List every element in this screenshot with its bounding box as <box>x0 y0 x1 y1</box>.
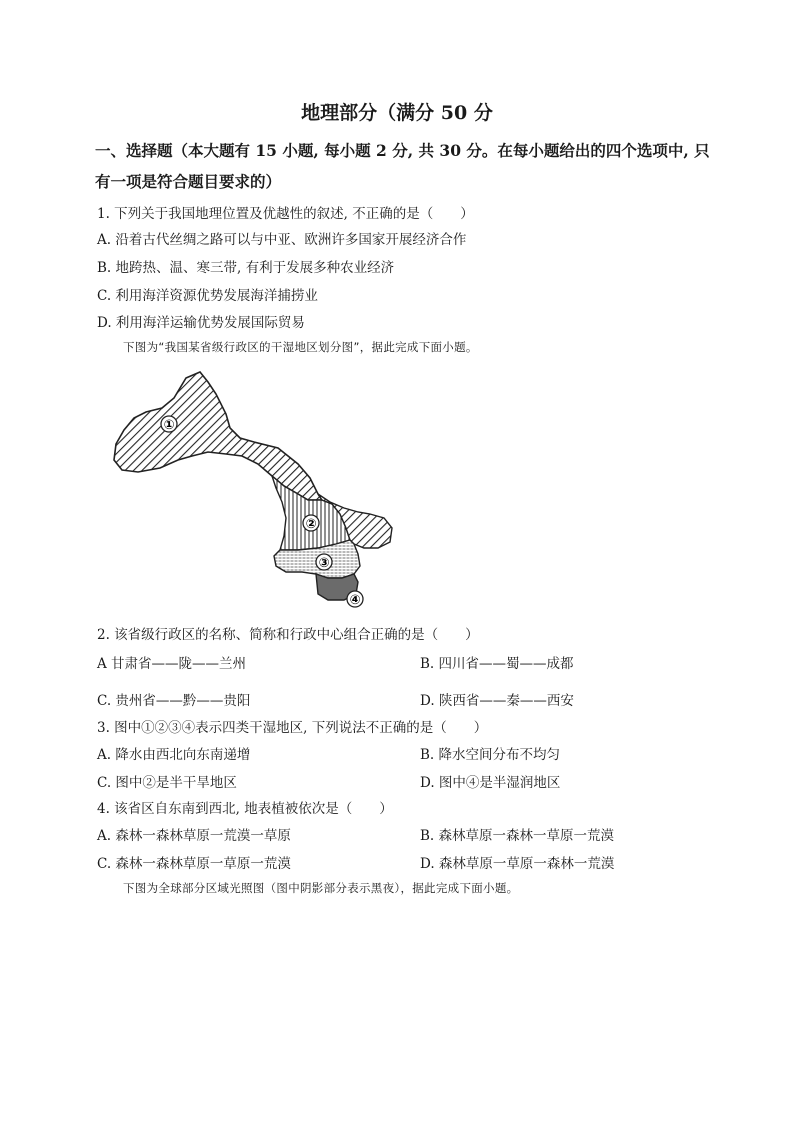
question-3-stem: 3. 图中①②③④表示四类干湿地区, 下列说法不正确的是（ ） <box>97 720 488 736</box>
question-3-option-d: D. 图中④是半湿润地区 <box>420 775 561 791</box>
question-1-option-a: A. 沿着古代丝绸之路可以与中亚、欧洲许多国家开展经济合作 <box>97 232 467 248</box>
question-3-option-a: A. 降水由西北向东南递增 <box>97 747 251 763</box>
region-1 <box>114 372 322 500</box>
question-4-option-c: C. 森林一森林草原一草原一荒漠 <box>97 856 291 872</box>
question-2-option-b: B. 四川省——蜀——成都 <box>420 656 574 672</box>
question-4-option-b: B. 森林草原一森林一草原一荒漠 <box>420 828 615 844</box>
question-4-option-a: A. 森林一森林草原一荒漠一草原 <box>97 828 291 844</box>
section-heading-line2: 有一项是符合题目要求的） <box>95 172 282 191</box>
region-label-1: ① <box>163 418 175 433</box>
light-map-intro-text: 下图为全球部分区域光照图（图中阴影部分表示黑夜），据此完成下面小题。 <box>123 881 519 895</box>
page-title: 地理部分（满分 50 分 <box>301 102 493 124</box>
section-heading-line1: 一、选择题（本大题有 15 小题, 每小题 2 分, 共 30 分。在每小题给出的四个选项中, 只 <box>95 141 710 160</box>
question-1-option-b: B. 地跨热、温、寒三带, 有利于发展多种农业经济 <box>97 260 395 276</box>
question-3-option-c: C. 图中②是半干旱地区 <box>97 775 237 791</box>
region-label-2: ② <box>305 517 317 532</box>
question-4-stem: 4. 该省区自东南到西北, 地表植被依次是（ ） <box>97 801 393 817</box>
region-label-3: ③ <box>318 556 330 571</box>
region-label-4: ④ <box>349 593 361 608</box>
question-4-option-d: D. 森林草原一草原一森林一荒漠 <box>420 856 615 872</box>
question-2-stem: 2. 该省级行政区的名称、简称和行政中心组合正确的是（ ） <box>97 627 479 643</box>
question-1-option-c: C. 利用海洋资源优势发展海洋捕捞业 <box>97 288 318 304</box>
question-1-option-d: D. 利用海洋运输优势发展国际贸易 <box>97 315 305 331</box>
question-3-option-b: B. 降水空间分布不均匀 <box>420 747 561 763</box>
question-2-option-c: C. 贵州省——黔——贵阳 <box>97 693 251 709</box>
question-1-stem: 1. 下列关于我国地理位置及优越性的叙述, 不正确的是（ ） <box>97 206 474 222</box>
question-2-option-a: A 甘肃省——陇——兰州 <box>97 656 247 672</box>
question-2-option-d: D. 陕西省——秦——西安 <box>420 693 574 709</box>
map-intro-text: 下图为“我国某省级行政区的干湿地区划分图”，据此完成下面小题。 <box>123 340 478 354</box>
province-dry-wet-map <box>108 368 408 608</box>
